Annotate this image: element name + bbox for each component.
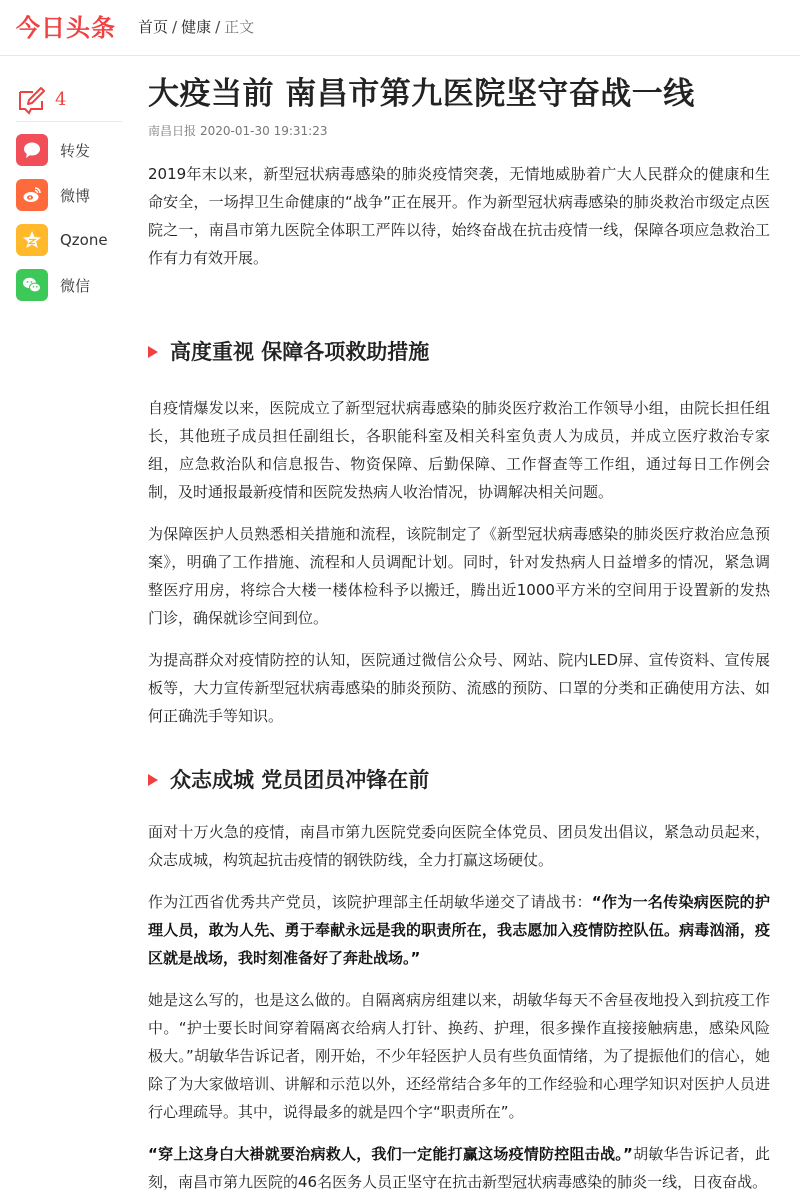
comment-count: 4: [55, 89, 67, 110]
article-paragraph: [148, 888, 770, 972]
section-heading: [148, 336, 770, 368]
comment-button[interactable]: [16, 86, 122, 122]
article-paragraph: 她是这么写的，也是这么做的。自隔离病房组建以来，胡敏华每天不舍昼夜地投入到抗疫工作中。“护士要长时间穿着隔离衣给病人打针、换药、护理，很多操作直接接触病患，感染风险极大。”胡敏华告诉记者，刚开始，不少年轻医护人员有些负面情绪，为了提振他们的信心，她除了为大家做培训、讲解和示范以外，还经常结合多年的工作经验和心理学知识对医护人员进行心理疏导。其中，说得最多的就是四个字“职责所在”。: [148, 991, 770, 1121]
article-paragraph: 自疫情爆发以来，医院成立了新型冠状病毒感染的肺炎医疗救治工作领导小组，由院长担任组长，其他班子成员担任副组长，各职能科室及相关科室负责人为成员，并成立医疗救治专家组，应急救治队和信息报告、物资保障、后勤保障、工作督查等工作组，通过每日工作例会制，及时通报最新疫情和医院发热病人收治情况，协调解决相关问题。: [148, 399, 770, 501]
share-sidebar: [16, 86, 122, 302]
paragraph-bold-quote: “作为一名传染病医院的护理人员，敢为人先、勇于奉献永远是我的职责所在，我志愿加入疫情防控队伍。病毒汹涌，疫区就是战场，我时刻准备好了奔赴战场。”: [148, 893, 770, 967]
breadcrumb-separator: /: [215, 18, 221, 36]
section-heading-text: 高度重视 保障各项救助措施: [170, 340, 430, 364]
article-time: 2020-01-30 19:31:23: [200, 124, 328, 138]
article-meta: [148, 122, 770, 140]
breadcrumb: [138, 16, 254, 38]
breadcrumb-current: 正文: [224, 18, 255, 36]
share-weibo[interactable]: [16, 178, 122, 212]
paragraph-text: 作为江西省优秀共产党员，该院护理部主任胡敏华递交了请战书：: [148, 893, 592, 911]
article-paragraph: 为提高群众对疫情防控的认知，医院通过微信公众号、网站、院内LED屏、宣传资料、宣传展板等，大力宣传新型冠状病毒感染的肺炎预防、流感的预防、口罩的分类和正确使用方法、如何正确洗手等知识。: [148, 651, 770, 725]
article-paragraph: 面对十万火急的疫情，南昌市第九医院党委向医院全体党员、团员发出倡议，紧急动员起来，众志成城，构筑起抗击疫情的钢铁防线，全力打赢这场硬仗。: [148, 823, 770, 869]
top-header: [0, 0, 800, 56]
share-qzone[interactable]: [16, 223, 122, 257]
share-label: 微博: [60, 186, 91, 205]
breadcrumb-category[interactable]: 健康: [181, 18, 212, 36]
section-heading-text: 众志成城 党员团员冲锋在前: [170, 768, 430, 792]
wechat-icon: [16, 269, 48, 301]
triangle-bullet-icon: [148, 346, 158, 358]
article-source[interactable]: 南昌日报: [148, 124, 197, 138]
article-paragraph: 为保障医护人员熟悉相关措施和流程，该院制定了《新型冠状病毒感染的肺炎医疗救治应急预案》，明确了工作措施、流程和人员调配计划。同时，针对发热病人日益增多的情况，紧急调整医疗用房，将综合大楼一楼体检科予以搬迁，腾出近1000平方米的空间用于设置新的发热门诊，确保就诊空间到位。: [148, 525, 770, 627]
article-title: 大疫当前 南昌市第九医院坚守奋战一线: [148, 76, 695, 112]
comment-bubble-icon: [16, 134, 48, 166]
article: [148, 70, 770, 1196]
share-wechat[interactable]: [16, 268, 122, 302]
paragraph-text: 胡敏华告诉记者，此刻，南昌市第九医院的46名医务人员正坚守在抗击新型冠状病毒感染的肺炎一线，日夜奋战。: [148, 1145, 770, 1191]
section-heading: [148, 764, 770, 796]
triangle-bullet-icon: [148, 774, 158, 786]
weibo-icon: [16, 179, 48, 211]
article-paragraph: [148, 1140, 770, 1196]
comment-edit-icon: [16, 85, 46, 115]
breadcrumb-home[interactable]: 首页: [138, 18, 169, 36]
share-label: 微信: [60, 276, 91, 295]
paragraph-bold-quote: “穿上这身白大褂就要治病救人，我们一定能打赢这场疫情防控阻击战。”: [148, 1145, 633, 1163]
share-repost[interactable]: [16, 133, 122, 167]
toutiao-logo[interactable]: 今日头条: [16, 14, 116, 42]
article-paragraph: 2019年末以来，新型冠状病毒感染的肺炎疫情突袭，无情地威胁着广大人民群众的健康和生命安全，一场捍卫生命健康的“战争”正在展开。作为新型冠状病毒感染的肺炎救治市级定点医院之一，南昌市第九医院全体职工严阵以待，始终奋战在抗击疫情一线，保障各项应急救治工作有力有效开展。: [148, 165, 770, 267]
share-label: 转发: [60, 141, 91, 160]
share-label: Qzone: [60, 231, 108, 249]
breadcrumb-separator: /: [172, 18, 178, 36]
qzone-star-icon: [16, 224, 48, 256]
